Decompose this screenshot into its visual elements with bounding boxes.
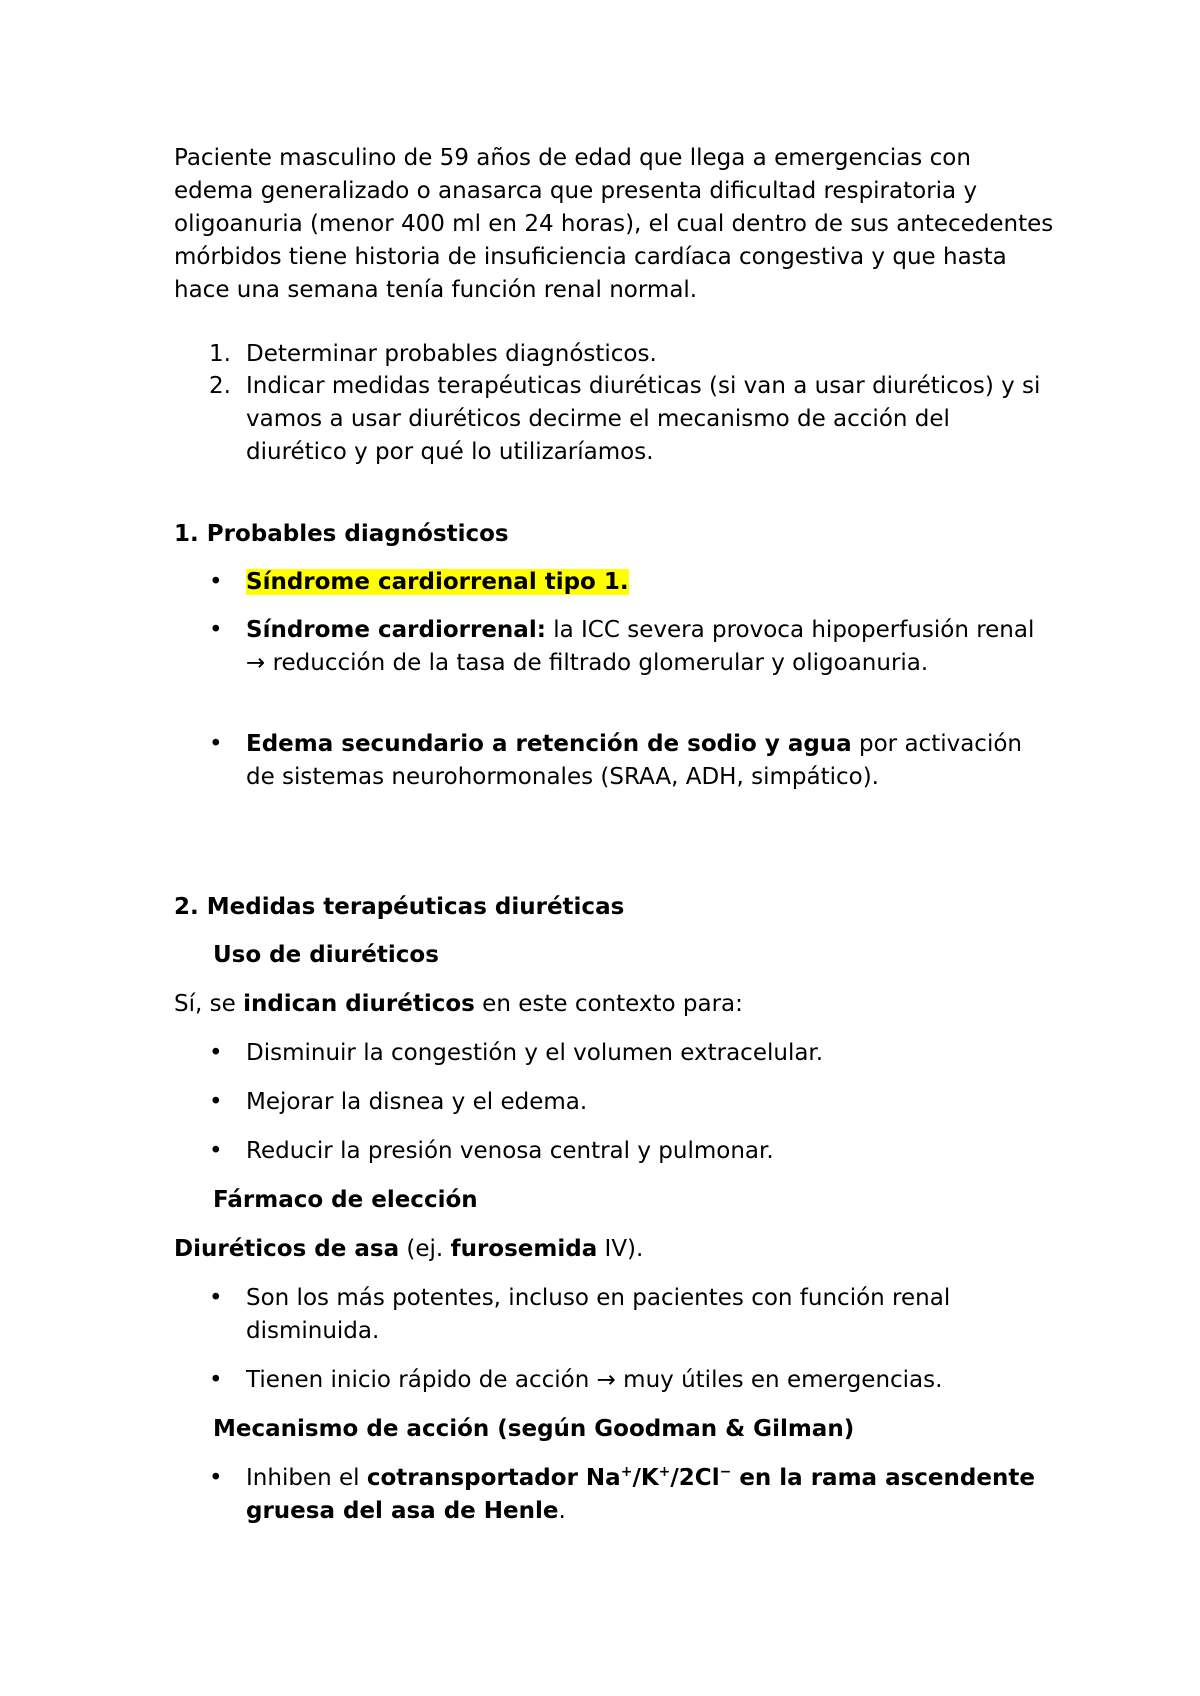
diagnosis-bullet bbox=[174, 566, 1054, 599]
mec-pre: Inhiben el bbox=[246, 1465, 367, 1491]
highlighted-diagnosis: Síndrome cardiorrenal tipo 1. bbox=[246, 569, 629, 595]
subheading-farmaco: Fármaco de elección bbox=[213, 1187, 478, 1213]
farmaco-bullet bbox=[174, 1282, 1054, 1348]
uso-bullet-text: Reducir la presión venosa central y pulmonar. bbox=[246, 1138, 774, 1164]
mec-sup: − bbox=[719, 1464, 732, 1480]
mecanismo-bullet bbox=[174, 1462, 1054, 1528]
bullet-icon: • bbox=[209, 1367, 223, 1393]
uso-pre: Sí, se bbox=[174, 991, 244, 1017]
question-item bbox=[174, 370, 1054, 469]
question-text: Indicar medidas terapéuticas diuréticas (si van a usar diuréticos) y si vamos a usar diuréticos decirme el mecanismo de acción del diurético y por qué lo utilizaríamos. bbox=[246, 373, 1041, 465]
bullet-icon: • bbox=[209, 617, 223, 643]
uso-bullet bbox=[174, 1086, 1054, 1119]
diagnosis-text: por activación de sistemas neurohormonales (SRAA, ADH, simpático). bbox=[246, 731, 1022, 790]
mec-bold: /K bbox=[632, 1465, 659, 1491]
farmaco-post: IV). bbox=[597, 1236, 644, 1262]
bullet-icon: • bbox=[209, 731, 223, 757]
uso-bullet bbox=[174, 1135, 1054, 1168]
farmaco-bold: Diuréticos de asa bbox=[174, 1236, 400, 1262]
section2-heading: 2. Medidas terapéuticas diuréticas bbox=[174, 894, 625, 920]
farmaco-bullet bbox=[174, 1364, 1054, 1397]
uso-bullet-text: Disminuir la congestión y el volumen extracelular. bbox=[246, 1040, 824, 1066]
uso-bold: indican diuréticos bbox=[243, 991, 475, 1017]
bullet-icon: • bbox=[209, 1465, 223, 1491]
question-number: 2. bbox=[209, 373, 231, 399]
bullet-icon: • bbox=[209, 1285, 223, 1311]
mec-post: . bbox=[558, 1498, 566, 1524]
mec-bold: /2Cl bbox=[670, 1465, 720, 1491]
subheading-uso: Uso de diuréticos bbox=[213, 942, 439, 968]
mec-bold: cotransportador Na bbox=[366, 1465, 621, 1491]
farmaco-drug: furosemida bbox=[450, 1236, 598, 1262]
bullet-icon: • bbox=[209, 1089, 223, 1115]
uso-paragraph bbox=[174, 988, 743, 1021]
uso-bullet bbox=[174, 1037, 1054, 1070]
section1-heading: 1. Probables diagnósticos bbox=[174, 521, 509, 547]
question-text: Determinar probables diagnósticos. bbox=[246, 341, 657, 367]
farmaco-paragraph bbox=[174, 1233, 643, 1266]
diagnosis-bold: Síndrome cardiorrenal: bbox=[246, 617, 546, 643]
uso-bullet-text: Mejorar la disnea y el edema. bbox=[246, 1089, 588, 1115]
diagnosis-bullet bbox=[174, 614, 1054, 680]
mec-sup: + bbox=[658, 1464, 671, 1480]
subheading-mecanismo: Mecanismo de acción (según Goodman & Gilman) bbox=[213, 1416, 855, 1442]
question-item bbox=[174, 338, 1054, 371]
farmaco-mid: (ej. bbox=[399, 1236, 451, 1262]
farmaco-bullet-text: Tienen inicio rápido de acción → muy útiles en emergencias. bbox=[246, 1367, 943, 1393]
bullet-icon: • bbox=[209, 1138, 223, 1164]
mec-bold: en la rama ascendente gruesa del asa de Henle bbox=[246, 1465, 1035, 1524]
diagnosis-text: la ICC severa provoca hipoperfusión renal → reducción de la tasa de filtrado glomerular y oligoanuria. bbox=[246, 617, 1035, 676]
farmaco-bullet-text: Son los más potentes, incluso en pacientes con función renal disminuida. bbox=[246, 1285, 951, 1344]
uso-post: en este contexto para: bbox=[474, 991, 743, 1017]
diagnosis-bullet bbox=[174, 728, 1054, 794]
diagnosis-bold: Edema secundario a retención de sodio y agua bbox=[246, 731, 852, 757]
bullet-icon: • bbox=[209, 569, 223, 595]
bullet-icon: • bbox=[209, 1040, 223, 1066]
intro-paragraph: Paciente masculino de 59 años de edad que llega a emergencias con edema generalizado o anasarca que presenta dificultad respiratoria y oligoanuria (menor 400 ml en 24 horas), el cual dentro de sus antecedentes mórbidos tiene historia de insuficiencia cardíaca congestiva y que hasta hace una semana tenía función renal normal. bbox=[174, 145, 1054, 303]
question-number: 1. bbox=[209, 341, 231, 367]
mec-sup: + bbox=[620, 1464, 633, 1480]
